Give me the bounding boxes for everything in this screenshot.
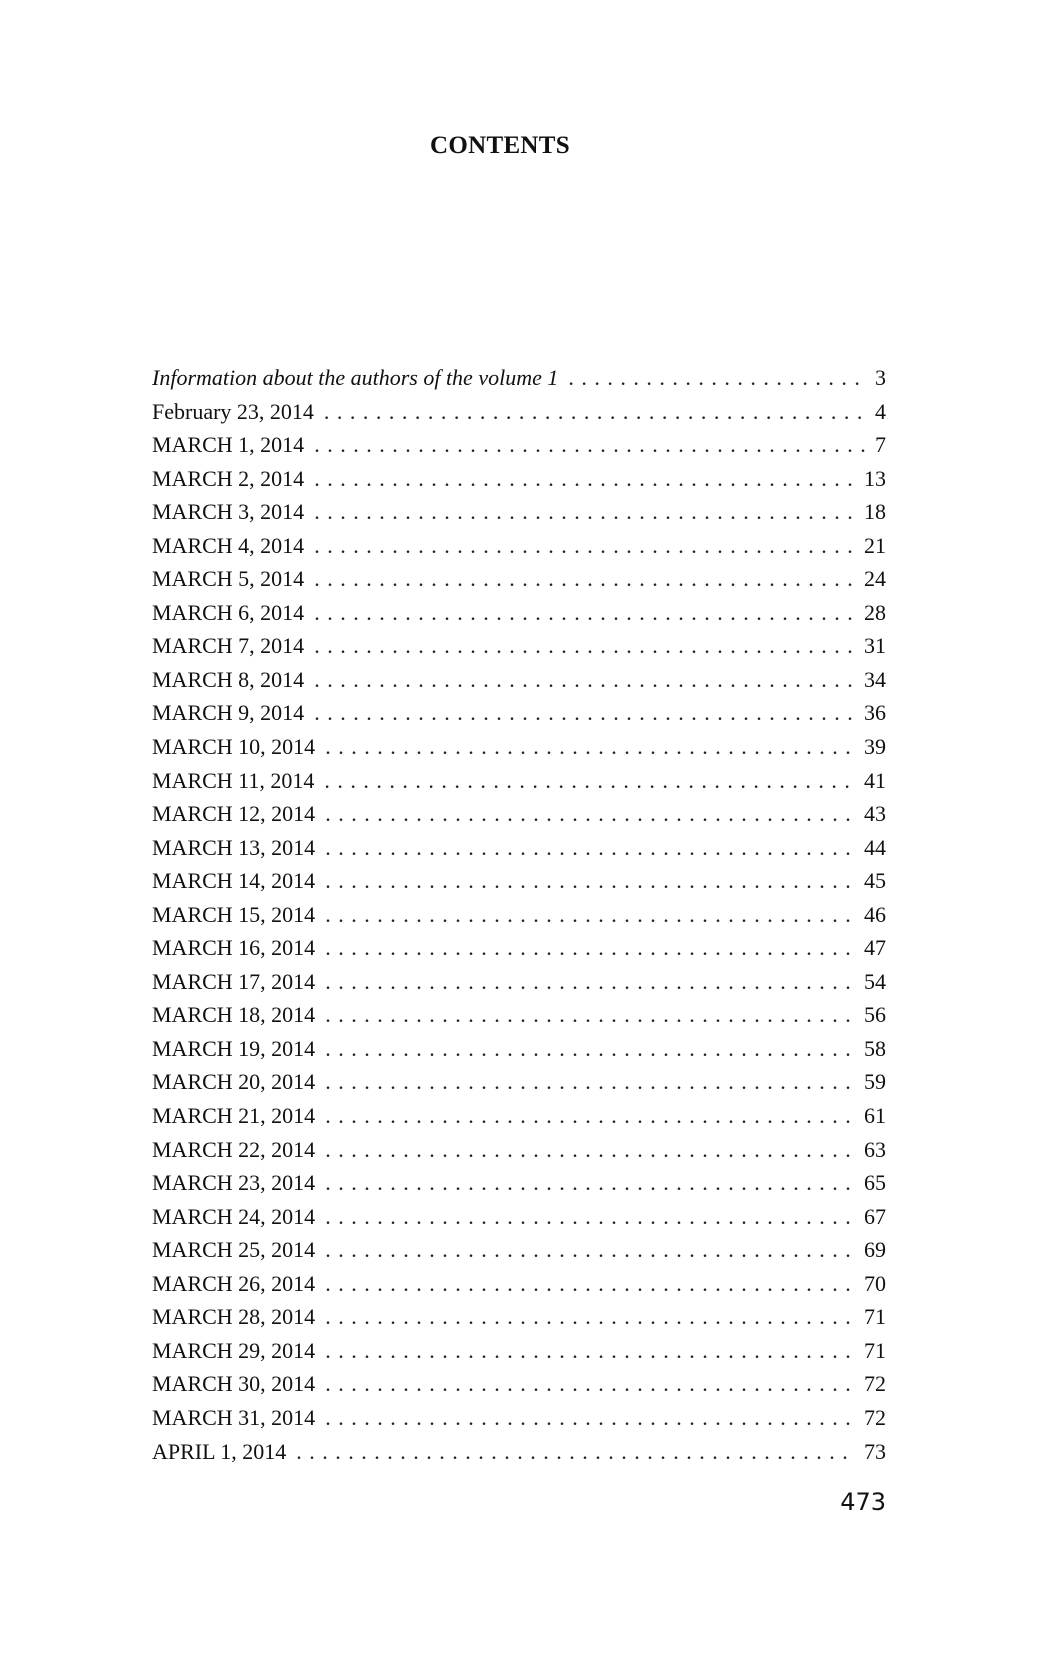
dot-leader bbox=[325, 1367, 854, 1401]
toc-entry-label: MARCH 23, 2014 bbox=[152, 1170, 316, 1196]
toc-entry-page-number: 18 bbox=[864, 499, 886, 525]
dot-leader bbox=[314, 629, 854, 663]
toc-entry-page-number: 45 bbox=[864, 868, 886, 894]
toc-entry-label: MARCH 2, 2014 bbox=[152, 465, 305, 491]
dot-leader bbox=[325, 1267, 854, 1301]
dot-leader bbox=[325, 864, 854, 898]
toc-entry[interactable] bbox=[152, 1099, 886, 1133]
toc-entry-page-number: 59 bbox=[864, 1069, 886, 1095]
toc-entry-label: MARCH 9, 2014 bbox=[152, 700, 305, 726]
toc-entry[interactable] bbox=[152, 1300, 886, 1334]
toc-entry[interactable] bbox=[152, 1133, 886, 1167]
toc-entry[interactable] bbox=[152, 1367, 886, 1401]
dot-leader bbox=[314, 462, 854, 496]
toc-entry-page-number: 73 bbox=[864, 1438, 886, 1464]
dot-leader bbox=[325, 965, 854, 999]
toc-entry[interactable] bbox=[152, 462, 886, 496]
toc-entry-label: MARCH 29, 2014 bbox=[152, 1337, 316, 1363]
toc-entry[interactable] bbox=[152, 898, 886, 932]
toc-entry-label: MARCH 22, 2014 bbox=[152, 1136, 316, 1162]
dot-leader bbox=[325, 931, 854, 965]
toc-entry[interactable] bbox=[152, 495, 886, 529]
toc-entry-label: APRIL 1, 2014 bbox=[152, 1438, 287, 1464]
dot-leader bbox=[325, 1334, 854, 1368]
toc-entry-label: MARCH 16, 2014 bbox=[152, 935, 316, 961]
toc-entry[interactable] bbox=[152, 931, 886, 965]
toc-entry-page-number: 56 bbox=[864, 1002, 886, 1028]
toc-entry[interactable] bbox=[152, 831, 886, 865]
toc-entry-label: MARCH 31, 2014 bbox=[152, 1404, 316, 1430]
toc-entry[interactable] bbox=[152, 797, 886, 831]
toc-entry-label: MARCH 4, 2014 bbox=[152, 532, 305, 558]
toc-entry-page-number: 7 bbox=[875, 432, 886, 458]
toc-entry[interactable] bbox=[152, 562, 886, 596]
toc-entry[interactable] bbox=[152, 1401, 886, 1435]
toc-entry-label: MARCH 8, 2014 bbox=[152, 666, 305, 692]
toc-entry-label: MARCH 5, 2014 bbox=[152, 566, 305, 592]
toc-entry[interactable] bbox=[152, 1435, 886, 1469]
toc-entry-label: MARCH 11, 2014 bbox=[152, 767, 315, 793]
table-of-contents bbox=[152, 361, 886, 1468]
toc-entry-label: MARCH 24, 2014 bbox=[152, 1203, 316, 1229]
toc-entry[interactable] bbox=[152, 696, 886, 730]
dot-leader bbox=[325, 1200, 854, 1234]
toc-entry-label: MARCH 6, 2014 bbox=[152, 599, 305, 625]
toc-entry-page-number: 61 bbox=[864, 1103, 886, 1129]
dot-leader bbox=[325, 1065, 854, 1099]
dot-leader bbox=[325, 1032, 854, 1066]
dot-leader bbox=[324, 395, 865, 429]
toc-entry-page-number: 24 bbox=[864, 566, 886, 592]
toc-entry[interactable] bbox=[152, 730, 886, 764]
dot-leader bbox=[325, 1166, 854, 1200]
dot-leader bbox=[325, 1133, 854, 1167]
dot-leader bbox=[314, 495, 854, 529]
toc-entry-page-number: 39 bbox=[864, 734, 886, 760]
toc-entry-page-number: 46 bbox=[864, 901, 886, 927]
toc-entry-label: MARCH 26, 2014 bbox=[152, 1270, 316, 1296]
toc-entry-page-number: 67 bbox=[864, 1203, 886, 1229]
toc-entry[interactable] bbox=[152, 1065, 886, 1099]
toc-entry-page-number: 69 bbox=[864, 1237, 886, 1263]
toc-entry-page-number: 47 bbox=[864, 935, 886, 961]
dot-leader bbox=[325, 1401, 854, 1435]
toc-entry-label: MARCH 7, 2014 bbox=[152, 633, 305, 659]
toc-entry[interactable] bbox=[152, 663, 886, 697]
toc-entry[interactable] bbox=[152, 1267, 886, 1301]
dot-leader bbox=[325, 898, 854, 932]
dot-leader bbox=[314, 529, 854, 563]
toc-entry-page-number: 34 bbox=[864, 666, 886, 692]
toc-entry-label: MARCH 13, 2014 bbox=[152, 834, 316, 860]
toc-entry-label: MARCH 15, 2014 bbox=[152, 901, 316, 927]
page-number: 473 bbox=[840, 1488, 886, 1516]
toc-entry-label: MARCH 18, 2014 bbox=[152, 1002, 316, 1028]
toc-entry-page-number: 44 bbox=[864, 834, 886, 860]
toc-entry-label: MARCH 14, 2014 bbox=[152, 868, 316, 894]
toc-entry-label: MARCH 10, 2014 bbox=[152, 734, 316, 760]
dot-leader bbox=[325, 998, 854, 1032]
toc-entry[interactable] bbox=[152, 1233, 886, 1267]
dot-leader bbox=[324, 764, 854, 798]
toc-entry-page-number: 36 bbox=[864, 700, 886, 726]
toc-entry-page-number: 72 bbox=[864, 1371, 886, 1397]
toc-entry[interactable] bbox=[152, 1166, 886, 1200]
toc-entry-label: MARCH 21, 2014 bbox=[152, 1103, 316, 1129]
toc-entry-page-number: 58 bbox=[864, 1035, 886, 1061]
dot-leader bbox=[314, 596, 854, 630]
dot-leader bbox=[314, 562, 854, 596]
toc-entry-label: MARCH 3, 2014 bbox=[152, 499, 305, 525]
toc-entry[interactable] bbox=[152, 529, 886, 563]
toc-entry[interactable] bbox=[152, 361, 886, 395]
dot-leader bbox=[314, 663, 854, 697]
dot-leader bbox=[325, 1099, 854, 1133]
toc-entry-label: MARCH 17, 2014 bbox=[152, 968, 316, 994]
toc-entry-page-number: 41 bbox=[864, 767, 886, 793]
toc-entry-label: MARCH 25, 2014 bbox=[152, 1237, 316, 1263]
toc-entry-label: MARCH 12, 2014 bbox=[152, 801, 316, 827]
dot-leader bbox=[314, 696, 854, 730]
toc-entry[interactable] bbox=[152, 629, 886, 663]
toc-entry[interactable] bbox=[152, 1334, 886, 1368]
toc-entry-page-number: 3 bbox=[875, 365, 886, 390]
toc-entry-page-number: 13 bbox=[864, 465, 886, 491]
toc-entry[interactable] bbox=[152, 998, 886, 1032]
dot-leader bbox=[325, 797, 854, 831]
toc-entry[interactable] bbox=[152, 764, 886, 798]
toc-entry[interactable] bbox=[152, 1200, 886, 1234]
dot-leader bbox=[325, 1233, 854, 1267]
toc-entry[interactable] bbox=[152, 1032, 886, 1066]
toc-entry-page-number: 54 bbox=[864, 968, 886, 994]
toc-entry-label: Information about the authors of the volume 1 bbox=[152, 365, 559, 390]
toc-entry[interactable] bbox=[152, 596, 886, 630]
toc-entry[interactable] bbox=[152, 864, 886, 898]
toc-entry-page-number: 71 bbox=[864, 1304, 886, 1330]
toc-entry-page-number: 71 bbox=[864, 1337, 886, 1363]
dot-leader bbox=[325, 1300, 854, 1334]
toc-entry-label: MARCH 1, 2014 bbox=[152, 432, 305, 458]
toc-entry-label: MARCH 28, 2014 bbox=[152, 1304, 316, 1330]
dot-leader bbox=[325, 730, 854, 764]
dot-leader bbox=[568, 361, 865, 395]
page-title: CONTENTS bbox=[430, 132, 570, 159]
toc-entry-label: MARCH 19, 2014 bbox=[152, 1035, 316, 1061]
toc-entry[interactable] bbox=[152, 395, 886, 429]
dot-leader bbox=[296, 1435, 854, 1469]
toc-entry-label: February 23, 2014 bbox=[152, 398, 314, 424]
toc-entry-page-number: 28 bbox=[864, 599, 886, 625]
toc-entry-page-number: 4 bbox=[875, 398, 886, 424]
toc-entry-label: MARCH 20, 2014 bbox=[152, 1069, 316, 1095]
toc-entry-page-number: 43 bbox=[864, 801, 886, 827]
toc-entry-page-number: 63 bbox=[864, 1136, 886, 1162]
toc-entry-label: MARCH 30, 2014 bbox=[152, 1371, 316, 1397]
toc-entry-page-number: 31 bbox=[864, 633, 886, 659]
dot-leader bbox=[314, 428, 865, 462]
toc-entry[interactable] bbox=[152, 428, 886, 462]
toc-entry-page-number: 65 bbox=[864, 1170, 886, 1196]
toc-entry[interactable] bbox=[152, 965, 886, 999]
dot-leader bbox=[325, 831, 854, 865]
toc-entry-page-number: 70 bbox=[864, 1270, 886, 1296]
toc-entry-page-number: 72 bbox=[864, 1404, 886, 1430]
toc-entry-page-number: 21 bbox=[864, 532, 886, 558]
